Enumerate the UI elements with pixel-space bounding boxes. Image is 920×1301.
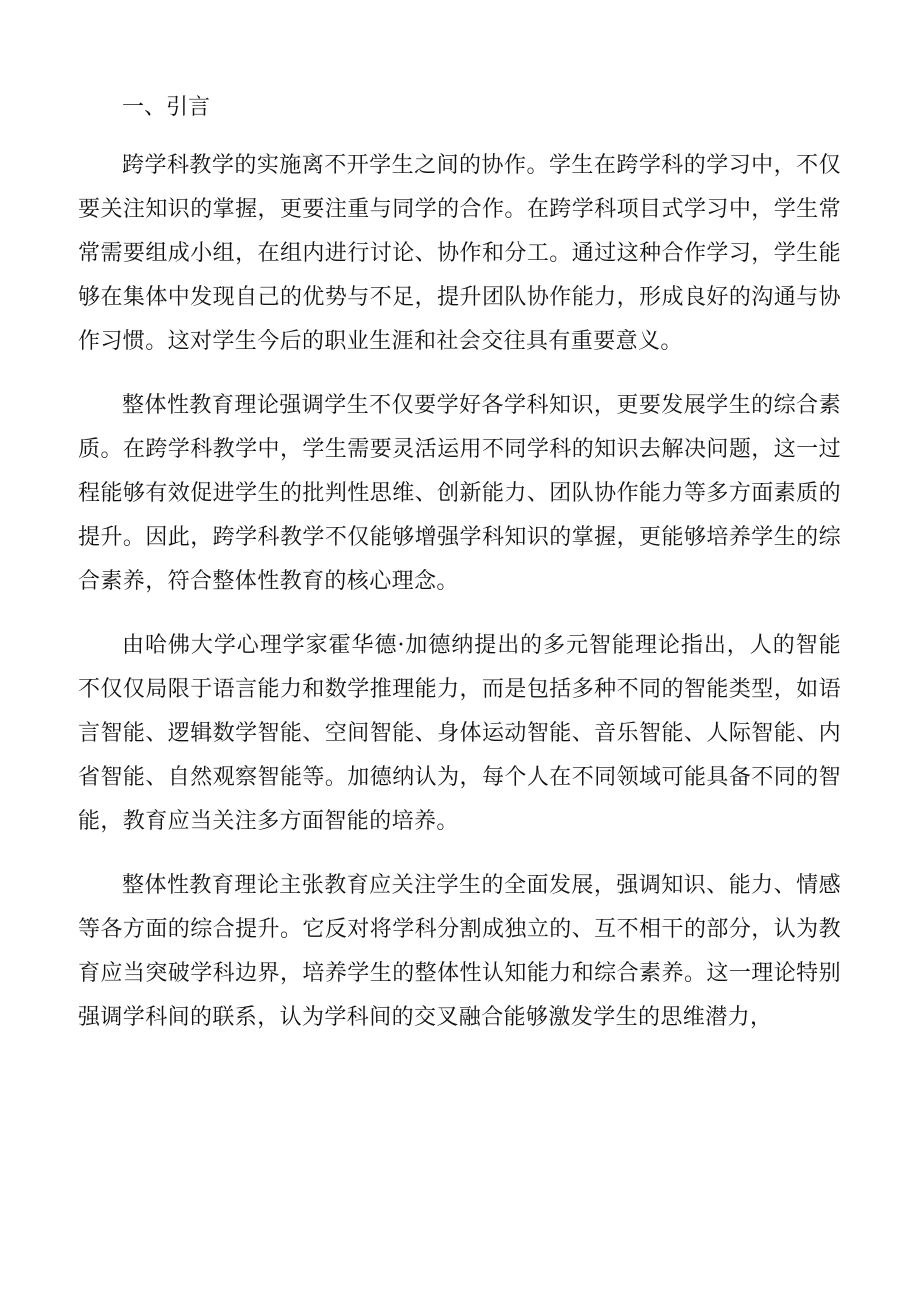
paragraph-holistic-theory: 整体性教育理论主张教育应关注学生的全面发展，强调知识、能力、情感等各方面的综合提升。它反对将学科分割成独立的、互不相干的部分，认为教育应当突破学科边界，培养学生的整体性认知能力和综合素养。这一理论特别强调学科间的联系，认为学科间的交叉融合能够激发学生的思维潜力，	[78, 873, 841, 1030]
paragraph-multiple-intelligences: 由哈佛大学心理学家霍华德·加德纳提出的多元智能理论指出，人的智能不仅仅局限于语言能力和数学推理能力，而是包括多种不同的智能类型，如语言智能、逻辑数学智能、空间智能、身体运动智能、音乐智能、人际智能、内省智能、自然观察智能等。加德纳认为，每个人在不同领域可能具备不同的智能，教育应当关注多方面智能的培养。	[78, 633, 841, 834]
paragraph-collaboration: 跨学科教学的实施离不开学生之间的协作。学生在跨学科的学习中，不仅要关注知识的掌握，更要注重与同学的合作。在跨学科项目式学习中，学生常常需要组成小组，在组内进行讨论、协作和分工。通过这种合作学习，学生能够在集体中发现自己的优势与不足，提升团队协作能力，形成良好的沟通与协作习惯。这对学生今后的职业生涯和社会交往具有重要意义。	[78, 153, 841, 354]
document-body	[78, 86, 841, 1060]
section-heading: 一、引言	[122, 95, 211, 120]
paragraph-holistic-education: 整体性教育理论强调学生不仅要学好各学科知识，更要发展学生的综合素质。在跨学科教学中，学生需要灵活运用不同学科的知识去解决问题，这一过程能够有效促进学生的批判性思维、创新能力、团队协作能力等多方面素质的提升。因此，跨学科教学不仅能够增强学科知识的掌握，更能够培养学生的综合素养，符合整体性教育的核心理念。	[78, 393, 841, 594]
